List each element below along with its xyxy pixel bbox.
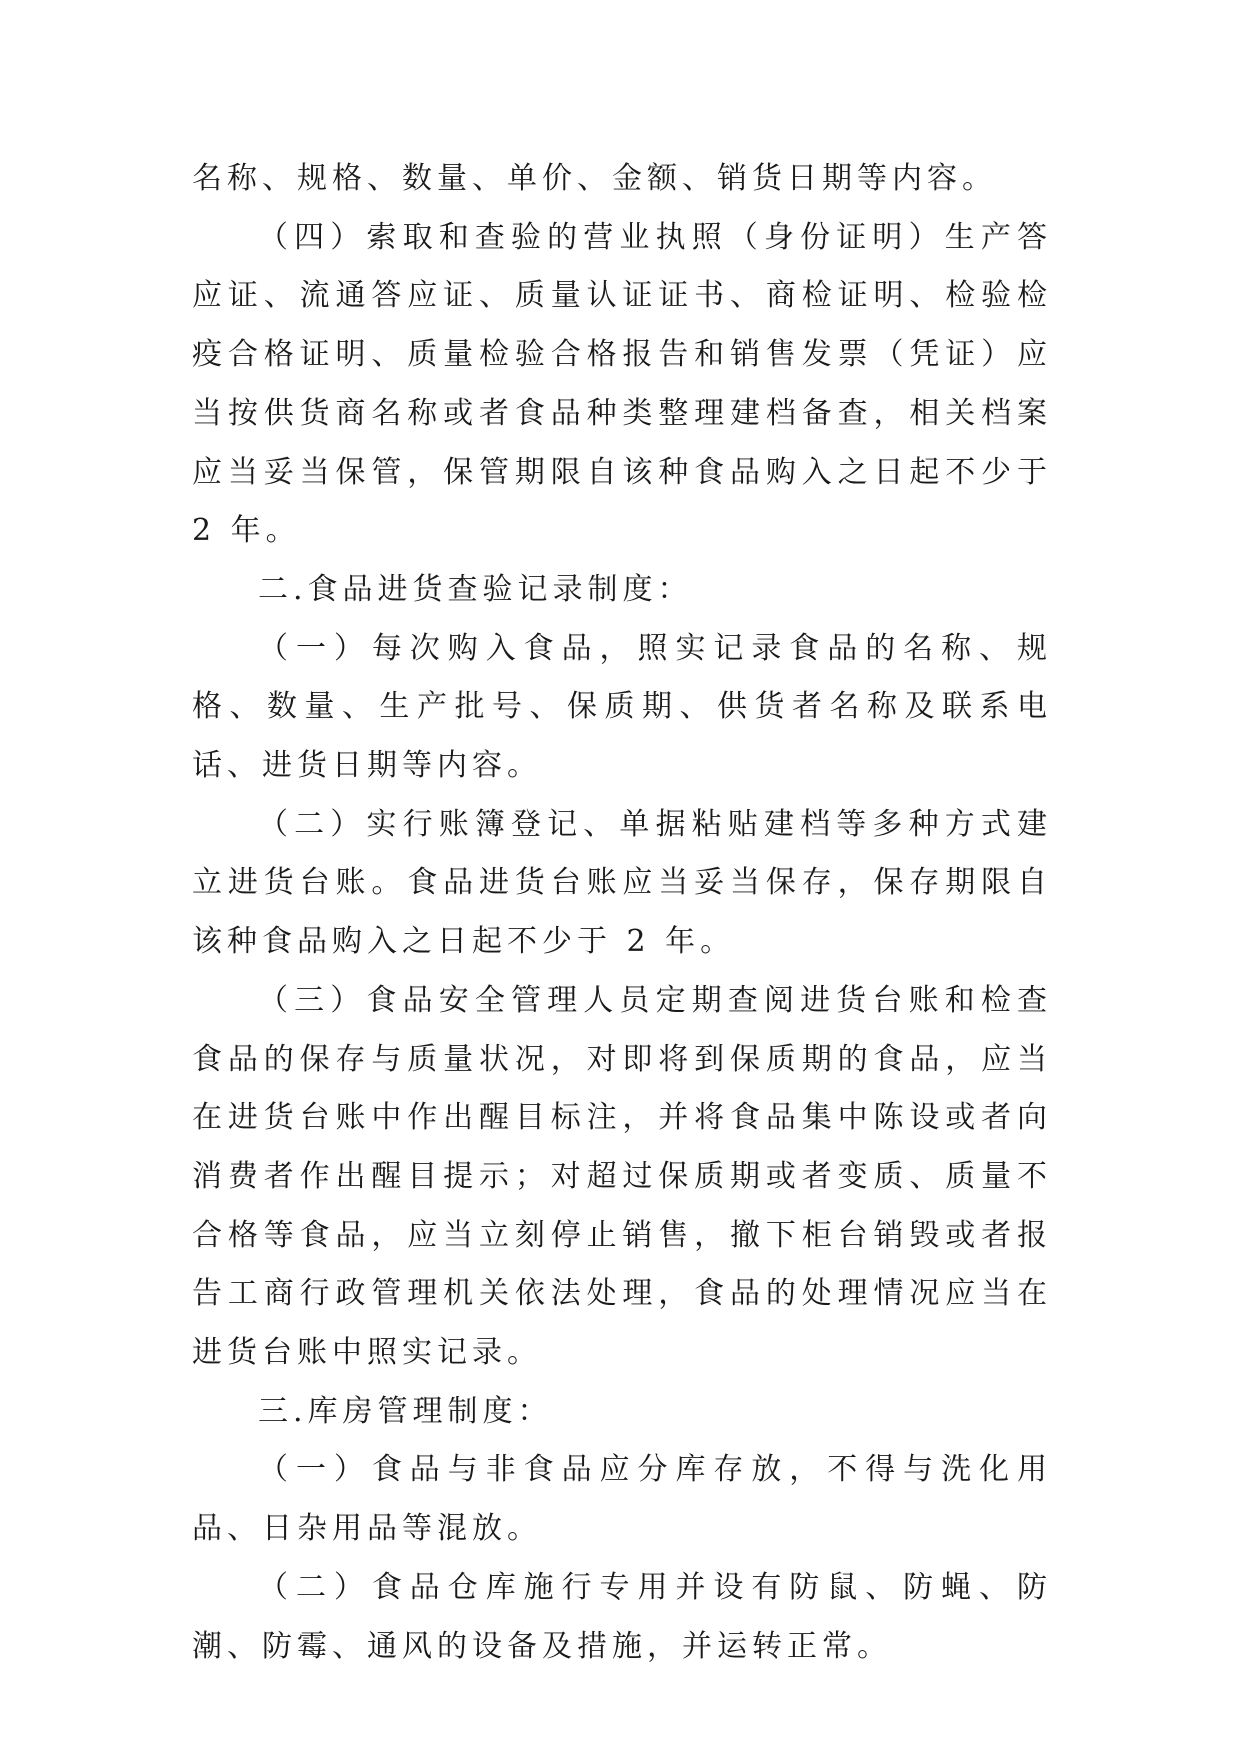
document-body bbox=[192, 150, 1052, 1676]
section-heading-3: 三.库房管理制度： bbox=[258, 1393, 553, 1429]
paragraph-item-4: （四）索取和查验的营业执照（身份证明）生产答应证、流通答应证、质量认证证书、商检证明、检验检疫合格证明、质量检验合格报告和销售发票（凭证）应当按供货商名称或者食品种类整理建档备查，相关档案应当妥当保管，保管期限自该种食品购入之日起不少于 2 年。 bbox=[192, 219, 1052, 549]
paragraph-item-1-storage: （一）食品与非食品应分库存放，不得与洗化用品、日杂用品等混放。 bbox=[192, 1452, 1052, 1547]
paragraph-item-2: （二）实行账簿登记、单据粘贴建档等多种方式建立进货台账。食品进货台账应当妥当保存，保存期限自该种食品购入之日起不少于 2 年。 bbox=[192, 806, 1052, 960]
paragraph-item-2-storage: （二）食品仓库施行专用并设有防鼠、防蝇、防潮、防霉、通风的设备及措施，并运转正常。 bbox=[192, 1569, 1052, 1664]
section-heading-2: 二.食品进货查验记录制度： bbox=[258, 571, 693, 607]
paragraph-item-3: （三）食品安全管理人员定期查阅进货台账和检查食品的保存与质量状况，对即将到保质期的食品，应当在进货台账中作出醒目标注，并将食品集中陈设或者向消费者作出醒目提示；对超过保质期或者变质、质量不合格等食品，应当立刻停止销售，撤下柜台销毁或者报告工商行政管理机关依法处理，食品的处理情况应当在进货台账中照实记录。 bbox=[192, 982, 1052, 1371]
paragraph-continuation: 名称、规格、数量、单价、金额、销货日期等内容。 bbox=[192, 161, 997, 196]
paragraph-item-1: （一）每次购入食品，照实记录食品的名称、规格、数量、生产批号、保质期、供货者名称及联系电话、进货日期等内容。 bbox=[192, 630, 1052, 784]
